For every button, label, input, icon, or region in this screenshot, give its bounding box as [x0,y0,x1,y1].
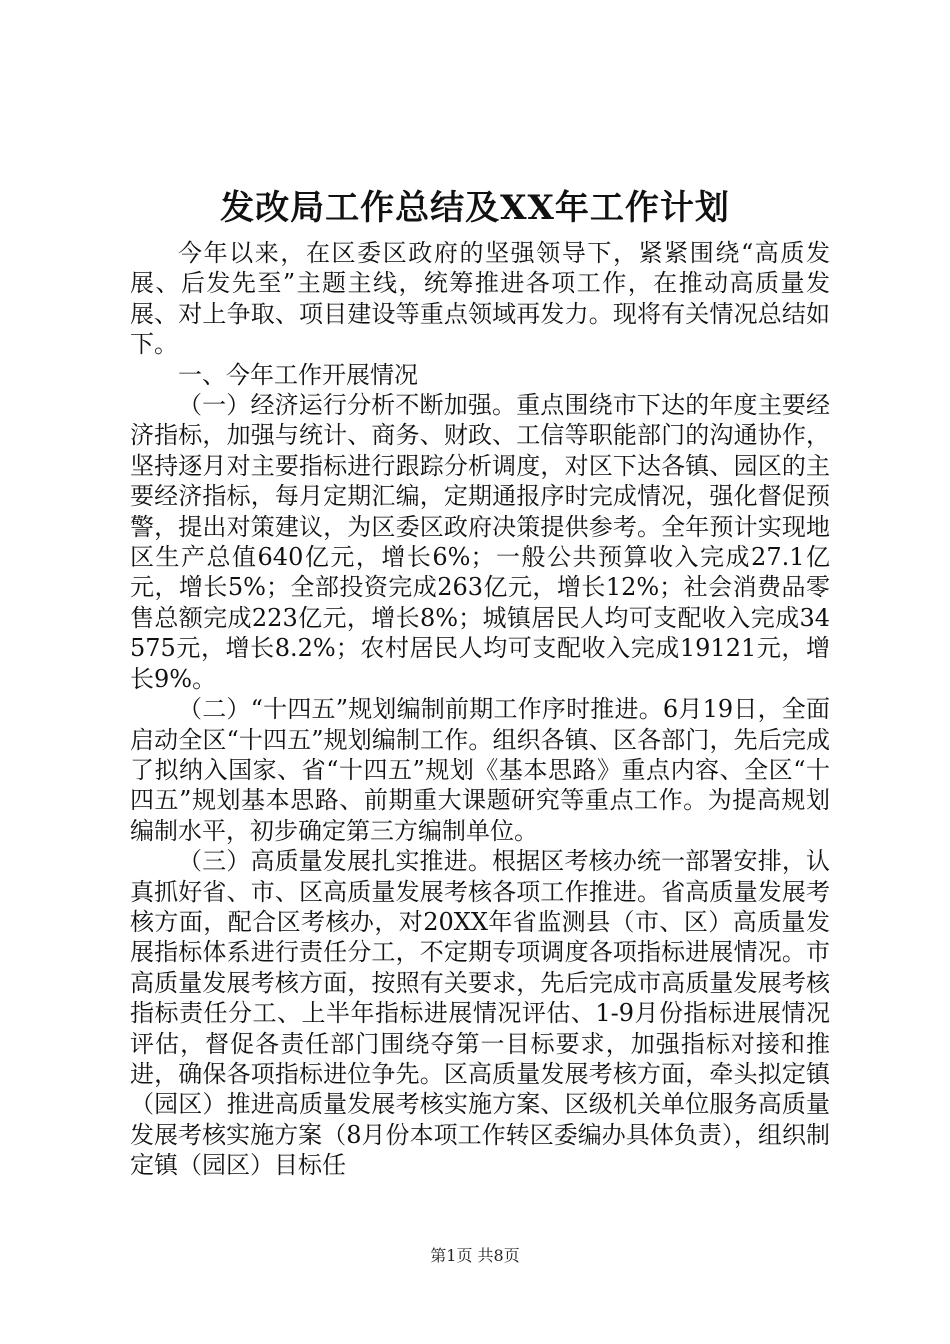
body-paragraph: （三）高质量发展扎实推进。根据区考核办统一部署安排，认真抓好省、市、区高质量发展考核各项工作推进。省高质量发展考核方面，配合区考核办，对20XX年省监测县（市、区）高质量发展指标体系进行责任分工，不定期专项调度各项指标进展情况。市高质量发展考核方面，按照有关要求，先后完成市高质量发展考核指标责任分工、上半年指标进展情况评估、1-9月份指标进展情况评估，督促各责任部门围绕夺第一目标要求，加强指标对接和推进，确保各项指标进位争先。区高质量发展考核方面，牵头拟定镇（园区）推进高质量发展考核实施方案、区级机关单位服务高质量发展考核实施方案（8月份本项工作转区委编办具体负责），组织制定镇（园区）目标任 [130,847,830,1180]
document-body [130,238,830,1181]
page-number-footer: 第1页 共8页 [430,1246,520,1265]
document-title: 发改局工作总结及XX年工作计划 [220,188,730,228]
intro-paragraph: 今年以来，在区委区政府的坚强领导下，紧紧围绕“高质发展、后发先至”主题主线，统筹推进各项工作，在推动高质量发展、对上争取、项目建设等重点领域再发力。现将有关情况总结如下。 [130,239,830,359]
section-heading: 一、今年工作开展情况 [178,360,418,389]
body-paragraph: （二）“十四五”规划编制前期工作序时推进。6月19日，全面启动全区“十四五”规划编制工作。组织各镇、区各部门，先后完成了拟纳入国家、省“十四五”规划《基本思路》重点内容、全区“十四五”规划基本思路、前期重大课题研究等重点工作。为提高规划编制水平，初步确定第三方编制单位。 [130,695,830,845]
body-paragraph: （一）经济运行分析不断加强。重点围绕市下达的年度主要经济指标，加强与统计、商务、财政、工信等职能部门的沟通协作，坚持逐月对主要指标进行跟踪分析调度，对区下达各镇、园区的主要经济指标，每月定期汇编，定期通报序时完成情况，强化督促预警，提出对策建议，为区委区政府决策提供参考。全年预计实现地区生产总值640亿元，增长6%；一般公共预算收入完成27.1亿元，增长5%；全部投资完成263亿元，增长12%；社会消费品零售总额完成223亿元，增长8%；城镇居民人均可支配收入完成34575元，增长8.2%；农村居民人均可支配收入完成19121元，增长9%。 [130,391,830,693]
